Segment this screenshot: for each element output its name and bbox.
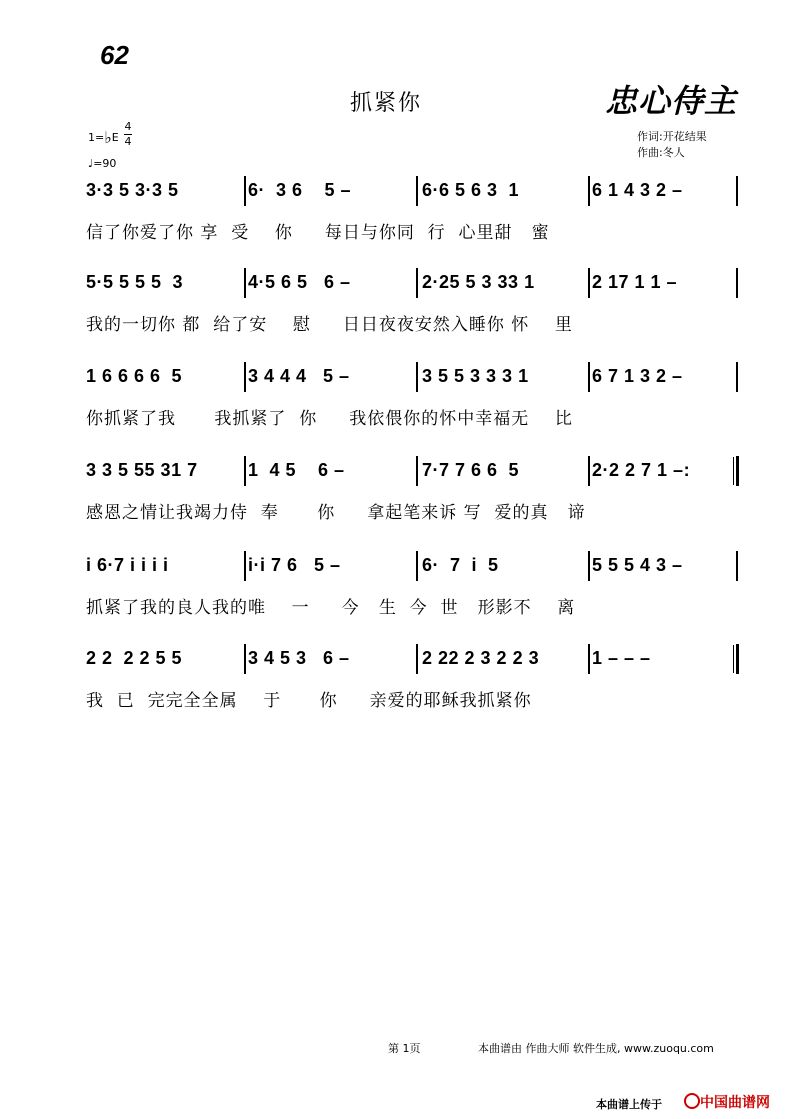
barline (244, 362, 246, 392)
song-title: 抓紧你 (350, 91, 423, 116)
lyrics-line: 我 已 完完全全属 于 你 亲爱的耶稣我抓紧你 (86, 691, 532, 711)
measure-notes: 2 17 1 1 – (592, 272, 678, 292)
barline (244, 268, 246, 298)
barline (736, 551, 738, 581)
footer-page-number: 第 1页 (388, 1042, 421, 1055)
barline (736, 456, 739, 486)
measure-notes: 2 2 2 2 5 5 (86, 648, 183, 668)
barline (416, 644, 418, 674)
barline (736, 362, 738, 392)
lyricist-credit: 作词:开花结果 (637, 130, 707, 143)
measure-notes: 6· 3 6 5 – (248, 180, 352, 200)
barline (244, 176, 246, 206)
measure-notes: i 6·7 i i i i (86, 555, 169, 575)
measure-notes: 3 4 4 4 5 – (248, 366, 350, 386)
site-logo (684, 1092, 770, 1112)
barline (244, 551, 246, 581)
tempo-mark (88, 157, 116, 170)
key-signature (88, 128, 119, 147)
lyrics-line: 我的一切你 都 给了安 慰 日日夜夜安然入睡你 怀 里 (86, 315, 573, 335)
barline (244, 456, 246, 486)
barline (588, 268, 590, 298)
lyrics-line: 抓紧了我的良人我的唯 一 今 生 今 世 形影不 离 (86, 598, 576, 618)
barline (736, 176, 738, 206)
measure-notes: 1 4 5 6 – (248, 460, 345, 480)
barline (416, 268, 418, 298)
measure-notes: 6 1 4 3 2 – (592, 180, 683, 200)
measure-notes: 6· 7 i 5 (422, 555, 499, 575)
measure-notes: 4·5 6 5 6 – (248, 272, 351, 292)
barline (588, 456, 590, 486)
measure-notes: i·i 7 6 5 – (248, 555, 341, 575)
flat-icon: ♭ (104, 128, 112, 147)
barline (736, 268, 738, 298)
composer-credit: 作曲:冬人 (637, 146, 685, 159)
measure-notes: 2·2 2 7 1 –: (592, 460, 691, 480)
measure-notes: 6 7 1 3 2 – (592, 366, 683, 386)
barline (416, 551, 418, 581)
footer-uploaded-label: 本曲谱上传于 (596, 1098, 662, 1111)
lyrics-line: 感恩之情让我竭力侍 奉 你 拿起笔来诉 写 爱的真 谛 (86, 503, 586, 523)
measure-notes: 2·25 5 3 33 1 (422, 272, 535, 292)
measure-notes: 1 6 6 6 6 5 (86, 366, 183, 386)
measure-notes: 1 – – – (592, 648, 651, 668)
lyrics-line: 你抓紧了我 我抓紧了 你 我依偎你的怀中幸福无 比 (86, 409, 573, 429)
measure-notes: 2 22 2 3 2 2 3 (422, 648, 540, 668)
barline (588, 362, 590, 392)
time-top: 4 (124, 120, 132, 133)
barline (736, 644, 739, 674)
site-logo-text: 中国曲谱网 (700, 1095, 770, 1111)
time-signature (124, 120, 132, 149)
footer-generated-by: 本曲谱由 作曲大师 软件生成, www.zuoqu.com (478, 1042, 714, 1055)
measure-notes: 7·7 7 6 6 5 (422, 460, 520, 480)
brand-stamp: 忠心侍主 (605, 82, 738, 120)
barline (588, 551, 590, 581)
key-prefix: 1= (88, 131, 105, 144)
measure-notes: 3 5 5 3 3 3 1 (422, 366, 529, 386)
tempo-value: =90 (93, 157, 117, 170)
page-number-mark: 62 (100, 40, 129, 70)
barline (416, 362, 418, 392)
measure-notes: 3 3 5 55 31 7 (86, 460, 198, 480)
key-note: E (111, 131, 119, 144)
barline (588, 176, 590, 206)
lyrics-line: 信了你爱了你 享 受 你 每日与你同 行 心里甜 蜜 (86, 223, 550, 243)
measure-notes: 5 5 5 4 3 – (592, 555, 683, 575)
measure-notes: 6·6 5 6 3 1 (422, 180, 520, 200)
barline (416, 456, 418, 486)
barline (588, 644, 590, 674)
barline (244, 644, 246, 674)
barline (416, 176, 418, 206)
measure-notes: 3·3 5 3·3 5 (86, 180, 179, 200)
quarter-note-icon: ♩ (88, 157, 94, 170)
time-bottom: 4 (124, 135, 132, 148)
site-logo-icon (684, 1093, 700, 1109)
measure-notes: 3 4 5 3 6 – (248, 648, 350, 668)
measure-notes: 5·5 5 5 5 3 (86, 272, 184, 292)
